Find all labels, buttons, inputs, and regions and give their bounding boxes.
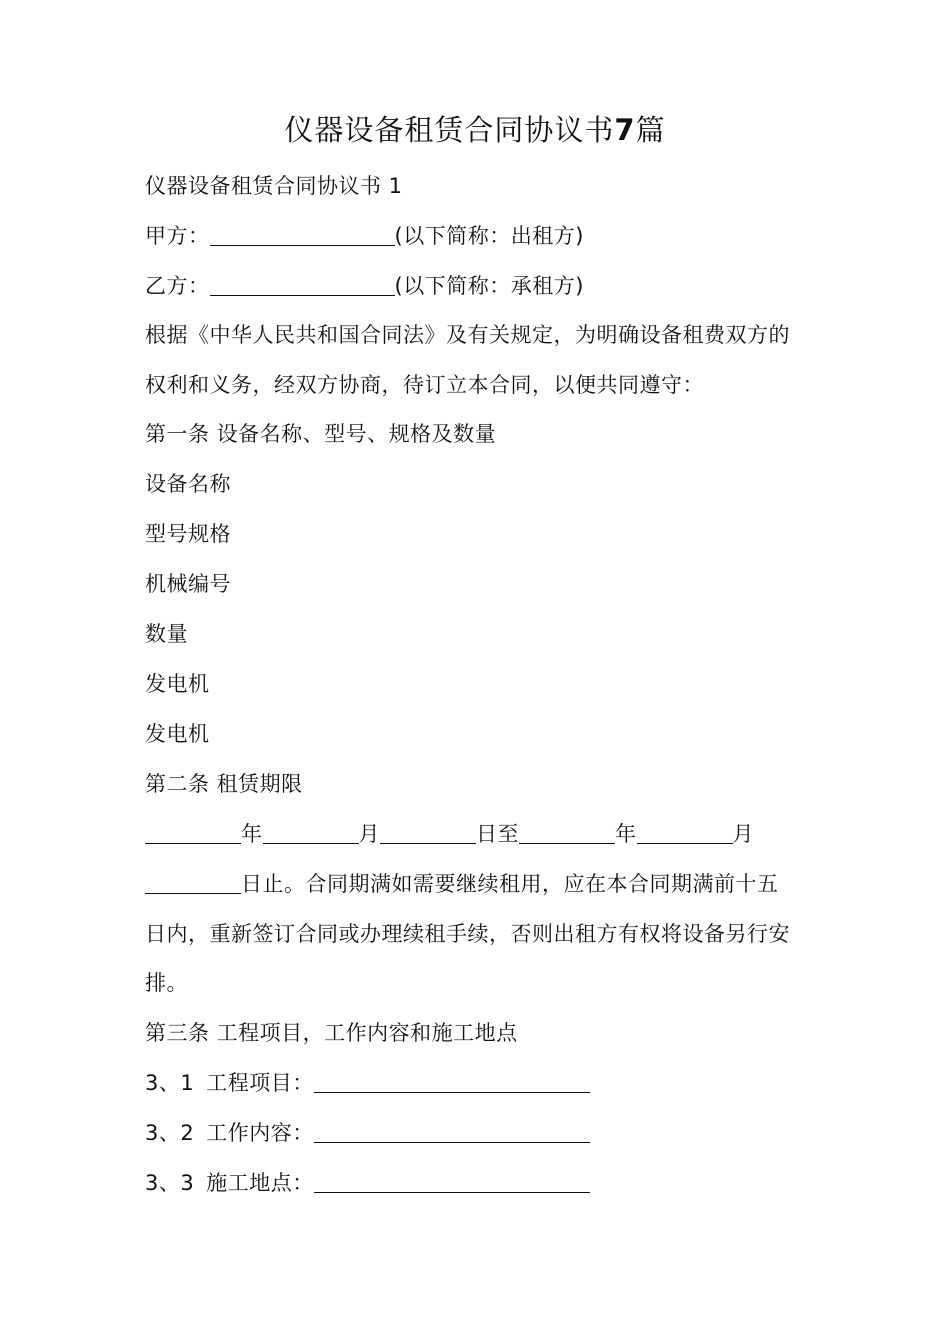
start-year-label: 年 [241, 822, 263, 846]
term-line-4: 排。 [145, 971, 188, 995]
term-line-2 [145, 869, 779, 899]
end-month-blank [637, 821, 733, 844]
party-a-note: (以下简称：出租方) [394, 224, 584, 248]
item-machine-number: 机械编号 [145, 572, 231, 596]
sub-3-1-number: 3、1 [145, 1071, 195, 1095]
start-year-blank [145, 821, 241, 844]
term-date-line [145, 819, 754, 849]
intro-line-2: 权利和义务，经双方协商，待订立本合同，以便共同遵守： [145, 373, 704, 397]
end-day-blank [145, 871, 241, 894]
start-month-blank [263, 821, 359, 844]
party-b-note: (以下简称：承租方) [394, 274, 584, 298]
term-line-2-text: 日止。合同期满如需要继续租用，应在本合同期满前十五 [241, 872, 779, 896]
sub-3-3-number: 3、3 [145, 1171, 195, 1195]
title-main: 仪器设备租赁合同协议书 [284, 113, 615, 147]
sub-3-2-number: 3、2 [145, 1121, 195, 1145]
article-3-heading: 第三条 工程项目，工作内容和施工地点 [145, 1021, 518, 1045]
item-quantity: 数量 [145, 622, 188, 646]
item-generator-2: 发电机 [145, 722, 210, 746]
end-year-label: 年 [615, 822, 637, 846]
sub-3-3-line [145, 1168, 590, 1198]
start-month-label: 月 [358, 822, 380, 846]
sub-3-2-line [145, 1118, 590, 1148]
start-day-blank [380, 821, 476, 844]
term-line-3: 日内，重新签订合同或办理续租手续，否则出租方有权将设备另行安 [145, 922, 790, 946]
party-b-blank [210, 273, 395, 296]
sub-3-1-line [145, 1068, 590, 1098]
sub-3-1-label: 工程项目： [206, 1071, 314, 1095]
end-month-label: 月 [732, 822, 754, 846]
item-equipment-name: 设备名称 [145, 472, 231, 496]
site-blank [314, 1170, 590, 1193]
item-model-spec: 型号规格 [145, 522, 231, 546]
intro-line-1: 根据《中华人民共和国合同法》及有关规定，为明确设备租费双方的 [145, 323, 790, 347]
start-day-to-label: 日至 [476, 822, 519, 846]
section-heading: 仪器设备租赁合同协议书 1 [145, 174, 403, 198]
end-year-blank [519, 821, 615, 844]
party-b-line [145, 271, 584, 301]
work-content-blank [314, 1120, 590, 1143]
document-title [0, 108, 950, 152]
article-2-heading: 第二条 租赁期限 [145, 772, 303, 796]
party-a-blank [210, 223, 395, 246]
sub-3-3-label: 施工地点： [206, 1171, 314, 1195]
title-number: 7 [614, 113, 636, 147]
title-suffix: 篇 [635, 113, 666, 147]
party-a-label: 甲方： [145, 224, 210, 248]
party-b-label: 乙方： [145, 274, 210, 298]
item-generator-1: 发电机 [145, 672, 210, 696]
sub-3-2-label: 工作内容： [206, 1121, 314, 1145]
project-blank [314, 1070, 590, 1093]
party-a-line [145, 221, 584, 251]
article-1-heading: 第一条 设备名称、型号、规格及数量 [145, 422, 497, 446]
